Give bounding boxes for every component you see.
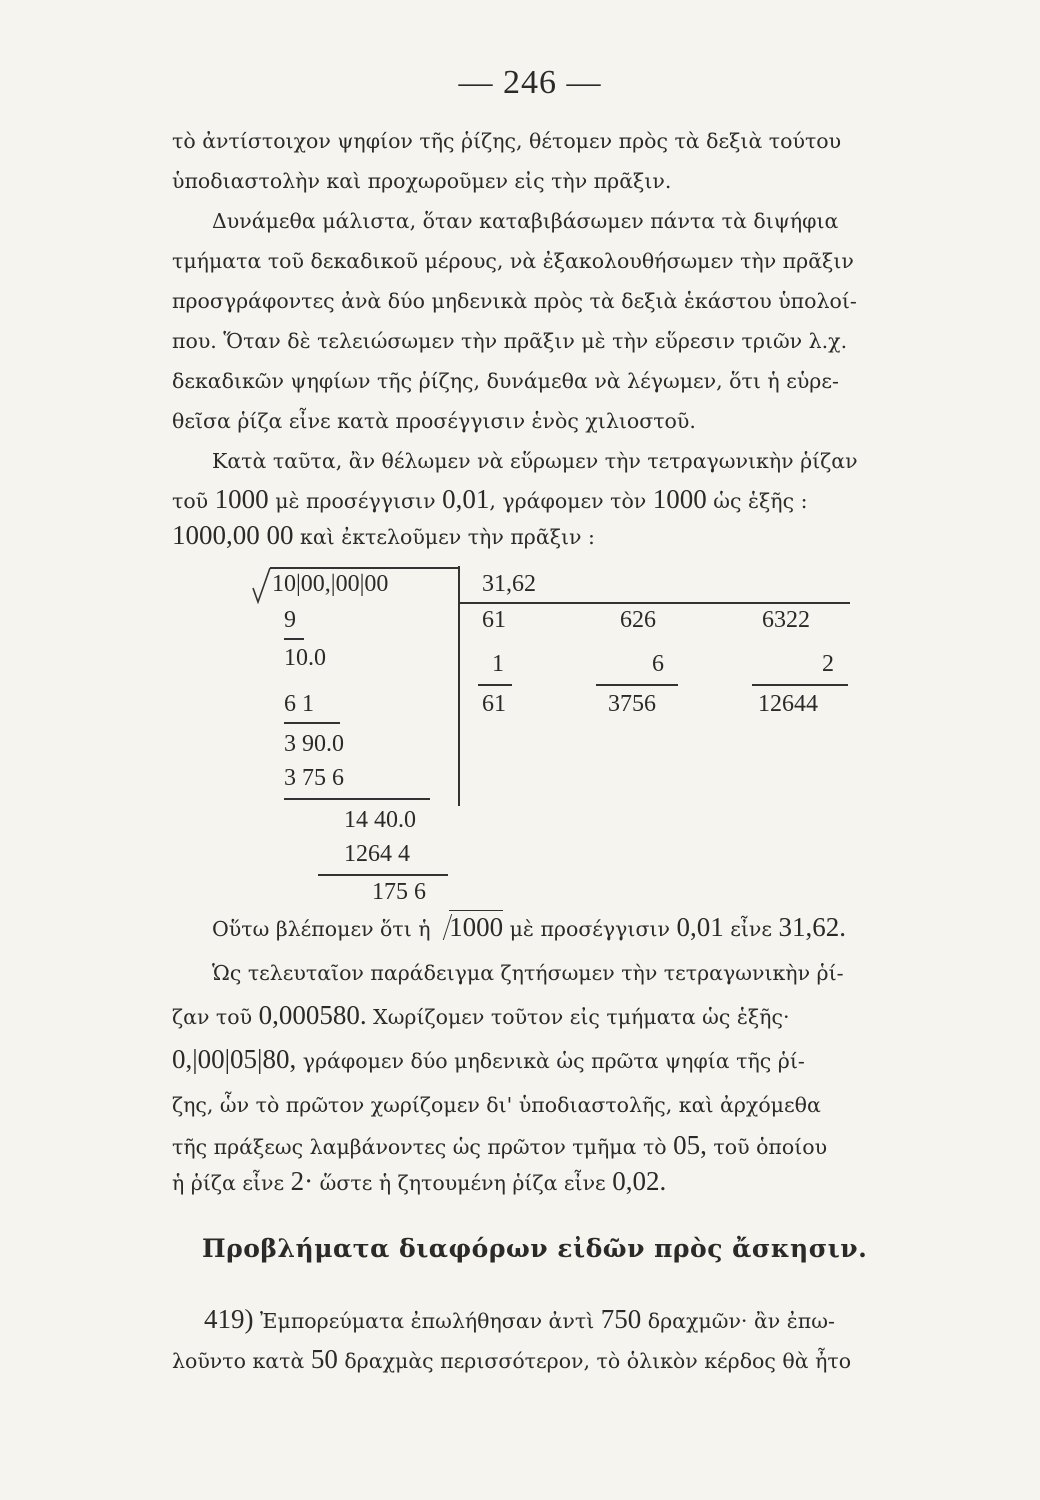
sqrt-expression [437, 912, 503, 942]
text-fragment: ὥστε ἡ ζητουμένη ῥίζα εἶνε [313, 1171, 613, 1195]
divisor: 626 [620, 607, 656, 633]
number: 750 [600, 1304, 642, 1334]
text-fragment: εἶνε [723, 917, 779, 941]
step: 6 1 [284, 691, 314, 717]
text-line [172, 520, 972, 552]
number: 0,000580. [258, 1000, 367, 1030]
divisor-multiplier: 2 [822, 651, 834, 677]
divisor-multiplier: 6 [652, 651, 664, 677]
problem-number: 419) [204, 1304, 254, 1334]
divisor: 61 [482, 607, 506, 633]
step: 3 75 6 [284, 765, 344, 791]
text-line [172, 1044, 972, 1076]
text-line [204, 1304, 1004, 1336]
step-rule [284, 722, 340, 724]
step-rule [284, 798, 430, 800]
divisor-rule [478, 684, 512, 686]
text-line: Δυνάμεθα μάλιστα, ὅταν καταβιβάσωμεν πάντα τὰ διψήφια [212, 209, 839, 233]
text-fragment: λοῦντο κατὰ [172, 1349, 311, 1373]
text-fragment: ζαν τοῦ [172, 1005, 259, 1029]
text-line [172, 1166, 972, 1198]
text-fragment: , γράφομεν τὸν [489, 489, 653, 513]
text-fragment: Οὕτω βλέπομεν ὅτι ἡ [212, 917, 438, 941]
text-line: προσγράφοντες ἀνὰ δύο μηδενικὰ πρὸς τὰ δεξιὰ ἑκάστου ὑπολοί- [172, 289, 857, 313]
text-line [172, 484, 972, 516]
text-fragment: μὲ προσέγγισιν [503, 917, 677, 941]
vinculum [270, 567, 458, 569]
text-line: θεῖσα ῥίζα εἶνε κατὰ προσέγγισιν ἑνὸς χιλιοστοῦ. [172, 409, 696, 433]
text-line [172, 1344, 972, 1376]
text-fragment: δραχμὰς περισσότερον, τὸ ὁλικὸν κέρδος θὰ ἦτο [337, 1349, 852, 1373]
number: 0,01 [676, 912, 724, 942]
page-number: — 246 — [458, 64, 602, 101]
text-fragment: τοῦ ὁποίου [706, 1135, 828, 1159]
step: 9 [284, 607, 296, 633]
number: 2· [290, 1166, 314, 1196]
text-fragment: μὲ προσέγγισιν [268, 489, 443, 513]
step: 14 40.0 [344, 807, 416, 833]
number: 1000,00 00 [172, 520, 294, 550]
text-fragment: Ἐμπορεύματα ἐπωλήθησαν ἀντὶ [253, 1309, 601, 1333]
step: 175 6 [372, 879, 426, 905]
divisor: 6322 [762, 607, 810, 633]
divisor-rule [752, 684, 848, 686]
text-line: ὑποδιαστολὴν καὶ προχωροῦμεν εἰς τὴν πρᾶξιν. [172, 169, 672, 193]
divisor-multiplier: 1 [492, 651, 504, 677]
divisor-product: 61 [482, 691, 506, 717]
text-line: Κατὰ ταῦτα, ἂν θέλωμεν νὰ εὕρωμεν τὴν τετραγωνικὴν ῥίζαν [212, 449, 858, 473]
radical-sign [252, 566, 272, 604]
step: 1264 4 [344, 841, 410, 867]
text-line [172, 1000, 972, 1032]
text-line [212, 912, 1012, 944]
step-rule [318, 874, 448, 876]
divisor-product: 12644 [758, 691, 818, 717]
text-line: Ὡς τελευταῖον παράδειγμα ζητήσωμεν τὴν τετραγωνικὴν ῥί- [212, 961, 844, 985]
text-line: τὸ ἀντίστοιχον ψηφίον τῆς ῥίζης, θέτομεν πρὸς τὰ δεξιὰ τούτου [172, 129, 842, 153]
text-line [172, 1130, 972, 1162]
number: 31,62. [778, 912, 847, 942]
step: 3 90.0 [284, 731, 344, 757]
text-line: δεκαδικῶν ψηφίων τῆς ῥίζης, δυνάμεθα νὰ λέγωμεν, ὅτι ἡ εὑρε- [172, 369, 839, 393]
text-line: ζης, ὧν τὸ πρῶτον χωρίζομεν δι' ὑποδιαστολῆς, καὶ ἀρχόμεθα [172, 1093, 821, 1117]
number: 0,01 [442, 484, 490, 514]
step-rule [284, 638, 304, 640]
number: 0,|00|05|80, [172, 1044, 297, 1074]
text-fragment: δραχμῶν· ἂν ἐπω- [641, 1309, 835, 1333]
divisor-rule [596, 684, 678, 686]
text-fragment: τοῦ [172, 489, 215, 513]
text-fragment: τῆς πράξεως λαμβάνοντες ὡς πρῶτον τμῆμα τὸ [172, 1135, 674, 1159]
radicand: 10|00,|00|00 [272, 571, 389, 597]
number: 1000 [449, 912, 504, 942]
divisor-product: 3756 [608, 691, 656, 717]
number: 05, [673, 1130, 707, 1160]
divider-horizontal [460, 602, 850, 604]
number: 50 [310, 1344, 338, 1374]
root-result: 31,62 [482, 571, 536, 597]
text-fragment: Χωρίζομεν τοῦτον εἰς τμήματα ὡς ἑξῆς· [366, 1005, 790, 1029]
text-fragment: γράφομεν δύο μηδενικὰ ὡς πρῶτα ψηφία τῆς ῥί- [296, 1049, 805, 1073]
text-fragment: ὡς ἑξῆς : [706, 489, 808, 513]
section-heading: Προβλήματα διαφόρων εἰδῶν πρὸς ἄσκησιν. [202, 1234, 868, 1263]
text-line: τμήματα τοῦ δεκαδικοῦ μέρους, νὰ ἐξακολουθήσωμεν τὴν πρᾶξιν [172, 249, 854, 273]
number: 0,02. [612, 1166, 667, 1196]
number: 1000 [652, 484, 707, 514]
text-line: που. Ὅταν δὲ τελειώσωμεν τὴν πρᾶξιν μὲ τὴν εὕρεσιν τριῶν λ.χ. [172, 329, 848, 353]
text-fragment: ἡ ῥίζα εἶνε [172, 1171, 291, 1195]
number: 1000 [214, 484, 269, 514]
step: 10.0 [284, 645, 326, 671]
text-fragment: καὶ ἐκτελοῦμεν τὴν πρᾶξιν : [293, 525, 595, 549]
